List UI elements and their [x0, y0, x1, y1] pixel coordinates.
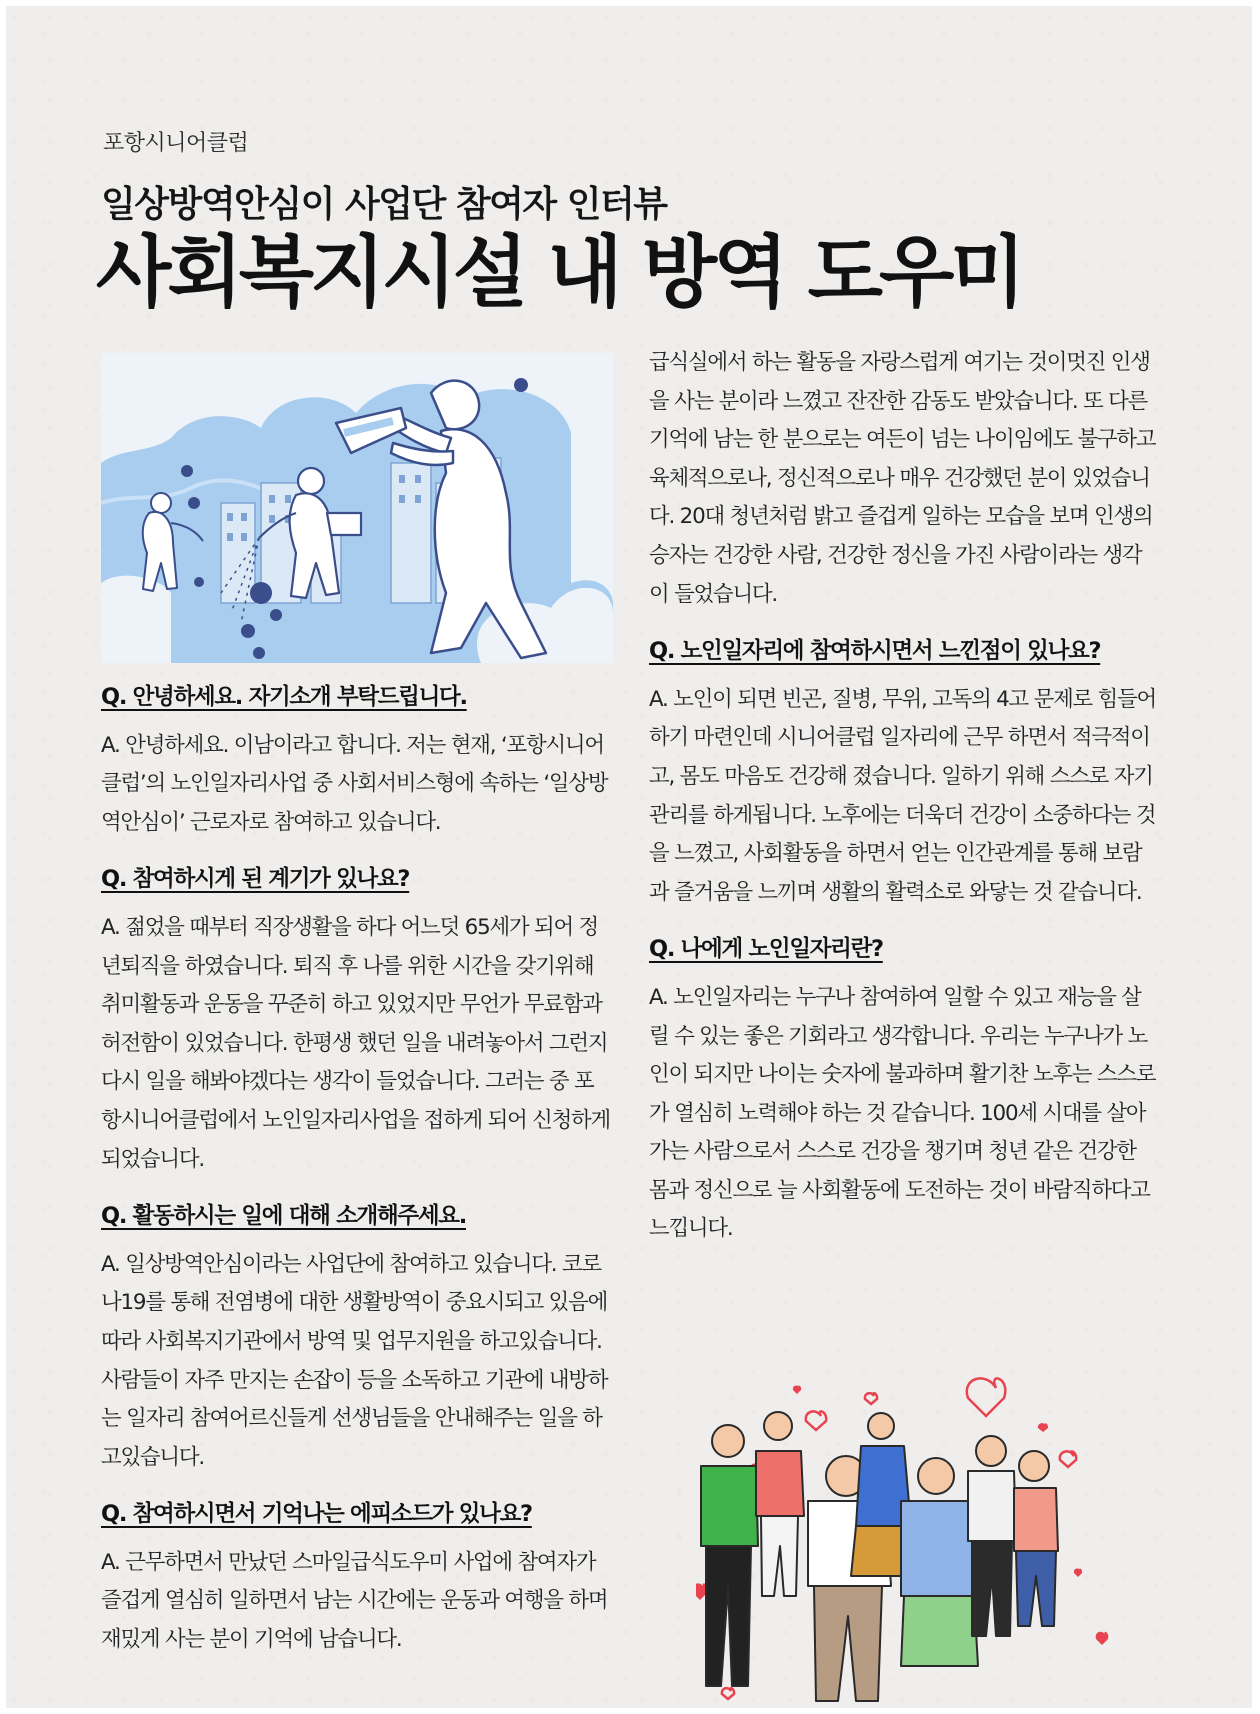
answer-1: A. 안녕하세요. 이남이라고 합니다. 저는 현재, ‘포항시니어클럽’의 노인일자리사업 중 사회서비스형에 속하는 ‘일상방역안심이’ 근로자로 참여하고 있습니다. [101, 732, 608, 835]
question-1: Q. 안녕하세요. 자기소개 부탁드립니다. [101, 684, 467, 710]
organization-label: 포항시니어클럽 [103, 131, 249, 156]
seniors-group-illustration [696, 1366, 1146, 1706]
answer-2: A. 젊었을 때부터 직장생활을 하다 어느덧 65세가 되어 정년퇴직을 하였습니다. 퇴직 후 나를 위한 시간을 갖기위해 취미활동과 운동을 꾸준히 하고 있었지만 무언가 무료함과 허전함이 있었습니다. 한평생 했던 일을 내려놓아서 그런지 다시 일을 해봐야겠다는 생각이 들었습니다. 그러는 중 포항시니어클럽에서 노인일자리사업을 접하게 되어 신청하게 되었습니다. [101, 914, 610, 1172]
question-4: Q. 참여하시면서 기억나는 에피소드가 있나요? [101, 1501, 532, 1528]
answer-3: A. 일상방역안심이라는 사업단에 참여하고 있습니다. 코로나19를 통해 전염병에 대한 생활방역이 중요시되고 있음에 따라 사회복지기관에서 방역 및 업무지원을 하고있습니다. 사람들이 자주 만지는 손잡이 등을 소독하고 기관에 내방하는 일자리 참여어르신들게 선생님들을 안내해주는 일을 하고있습니다. [101, 1251, 608, 1470]
answer-4: A. 근무하면서 만났던 스마일급식도우미 사업에 참여자가 즐겁게 열심히 일하면서 남는 시간에는 운동과 여행을 하며 재밌게 사는 분이 기억에 남습니다. [101, 1549, 608, 1653]
disinfection-illustration [101, 353, 613, 663]
answer-5: A. 노인이 되면 빈곤, 질병, 무위, 고독의 4고 문제로 힘들어하기 마련인데 시니어클럽 일자리에 근무 하면서 적극적이고, 몸도 마음도 건강해 졌습니다. 일하기 위해 스스로 자기관리를 하게됩니다. 노후에는 더욱더 건강이 소중하다는 것을 느꼈고, 사회활동을 하면서 얻는 인간관계를 통해 보람과 즐거움을 느끼며 생활의 활력소로 와닿는 것 같습니다. [649, 686, 1156, 905]
question-3: Q. 활동하시는 일에 대해 소개해주세요. [101, 1203, 466, 1230]
right-column [649, 344, 1159, 1249]
article-title: 사회복지시설 내 방역 도우미 [96, 228, 1022, 318]
question-5: Q. 노인일자리에 참여하시면서 느낀점이 있나요? [649, 638, 1101, 665]
left-column [101, 678, 611, 1660]
article-subtitle: 일상방역안심이 사업단 참여자 인터뷰 [101, 184, 667, 225]
magazine-page [6, 6, 1252, 1708]
question-6: Q. 나에게 노인일자리란? [649, 936, 883, 963]
answer-6: A. 노인일자리는 누구나 참여하여 일할 수 있고 재능을 살릴 수 있는 좋은 기회라고 생각합니다. 우리는 누구나가 노인이 되지만 나이는 숫자에 불과하며 활기찬 노후는 스스로가 열심히 노력해야 하는 것 같습니다. 100세 시대를 살아가는 사람으로서 스스로 건강을 챙기며 청년 같은 건강한 몸과 정신으로 늘 사회활동에 도전하는 것이 바람직하다고 느낍니다. [649, 984, 1156, 1242]
continued-answer: 급식실에서 하는 활동을 자랑스럽게 여기는 것이멋진 인생을 사는 분이라 느꼈고 잔잔한 감동도 받았습니다. 또 다른 기억에 남는 한 분으로는 여든이 넘는 나이임에도 불구하고 육체적으로나, 정신적으로나 매우 건강했던 분이 있었습니다. 20대 청년처럼 밝고 즐겁게 일하는 모습을 보며 인생의 승자는 건강한 사람, 건강한 정신을 가진 사람이라는 생각이 들었습니다. [649, 350, 1156, 607]
question-2: Q. 참여하시게 된 계기가 있나요? [101, 866, 410, 893]
